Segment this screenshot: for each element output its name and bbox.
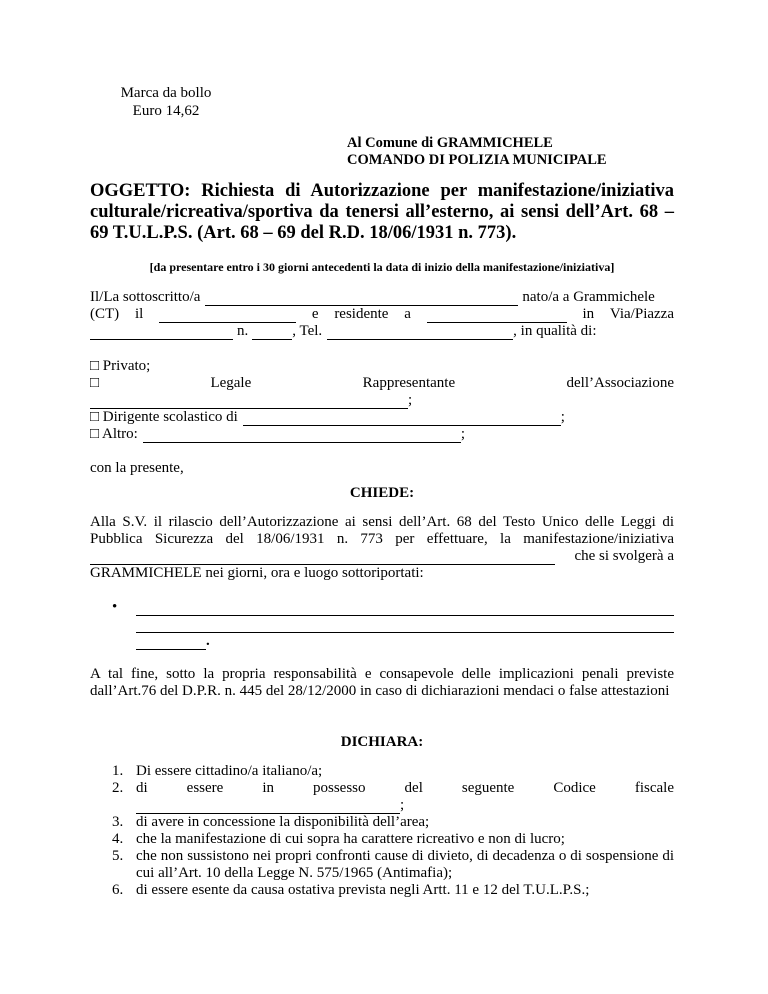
subject-heading: OGGETTO: Richiesta di Autorizzazione per manifestazione/iniziativa culturale/ricreativa/sportiva da tenersi all’esterno, ai sensi dell’Art. 68 – 69 T.U.L.P.S. (Art. 68 – 69 del R.D. 18/06/1931 n. 773).	[90, 181, 674, 243]
applicant-label: Il/La sottoscritto/a	[90, 289, 201, 305]
list-item	[90, 814, 674, 831]
request-line-1: Alla S.V. il rilascio dell’Autorizzazione ai sensi dell’Art. 68 del Testo Unico delle Leggi di	[90, 514, 674, 530]
declaration-list	[90, 763, 674, 899]
intro-text: con la presente,	[90, 460, 184, 476]
list-item	[90, 831, 674, 848]
role-private[interactable]: □ Privato;	[90, 358, 151, 374]
list-text: di essere esente da causa ostativa prevista negli Artt. 11 e 12 del T.U.L.P.S.;	[136, 882, 590, 898]
residence-label: residente	[334, 306, 389, 322]
list-text: di avere in concessione la disponibilità dell’area;	[136, 814, 430, 830]
list-number: 2.	[112, 780, 124, 796]
stamp-amount: Euro 14,62	[132, 103, 200, 119]
street-prep: in	[582, 306, 595, 322]
province-label: (CT)	[90, 306, 120, 322]
list-text: che non sussistono nei propri confronti cause di divieto, di decadenza o di sospensione di cui all’Art. 10 della Legge N. 575/1965 (Antimafia);	[136, 848, 674, 881]
stamp-label: Marca da bollo	[120, 85, 212, 101]
list-text: che la manifestazione di cui sopra ha carattere ricreativo e non di lucro;	[136, 831, 565, 847]
tax-code-end: ;	[400, 797, 405, 813]
phone-label: , Tel.	[292, 323, 323, 339]
tax-code-field[interactable]	[136, 799, 400, 814]
other-end: ;	[460, 426, 465, 442]
list-item	[90, 882, 674, 899]
role-other[interactable]: □ Altro:	[90, 426, 138, 442]
declaration-intro: A tal fine, sotto la propria responsabilità e consapevole delle implicazioni penali previste dall’Art.76 del D.P.R. n. 445 del 28/12/2000 in caso di dichiarazioni mendaci o false attestazioni	[90, 666, 674, 699]
list-number: 1.	[112, 763, 124, 779]
role-legal-word-3: dell’Associazione	[566, 375, 674, 391]
recipient-line-2: COMANDO DI POLIZIA MUNICIPALE	[347, 152, 607, 168]
residence-field[interactable]	[427, 308, 567, 323]
bullet-icon: •	[112, 599, 118, 615]
list-item	[90, 780, 674, 814]
number-label: n.	[237, 323, 249, 339]
association-end: ;	[408, 392, 413, 408]
event-name-field[interactable]	[90, 550, 555, 565]
residence-prep: a	[404, 306, 411, 322]
birthplace-label: nato/a a Grammichele	[522, 289, 655, 305]
association-field[interactable]	[90, 394, 408, 409]
school-end: ;	[560, 409, 565, 425]
details-line-1[interactable]	[136, 599, 674, 616]
residence-conj: e	[311, 306, 319, 322]
role-legal-word-2: Rappresentante	[362, 375, 456, 391]
list-number: 4.	[112, 831, 124, 847]
name-field[interactable]	[205, 291, 518, 306]
role-school-head[interactable]: □ Dirigente scolastico di	[90, 409, 238, 425]
phone-field[interactable]	[327, 325, 513, 340]
street-field[interactable]	[90, 325, 233, 340]
request-line-2: Pubblica Sicurezza del 18/06/1931 n. 773 per effettuare, la manifestazione/iniziativa	[90, 531, 674, 547]
chiede-heading: CHIEDE:	[349, 485, 415, 501]
request-block	[90, 514, 674, 582]
role-prompt: , in qualità di:	[513, 323, 597, 339]
request-location-label: che si svolgerà a	[574, 548, 674, 564]
stamp-box	[116, 84, 216, 120]
details-line-3[interactable]	[136, 633, 206, 650]
street-label: Via/Piazza	[609, 306, 674, 322]
submission-note: [da presentare entro i 30 giorni antecedenti la data di inizio della manifestazione/iniziativa]	[149, 260, 615, 274]
school-field[interactable]	[243, 411, 561, 426]
list-item	[90, 848, 674, 882]
list-number: 3.	[112, 814, 124, 830]
recipient-line-1: Al Comune di GRAMMICHELE	[347, 135, 553, 151]
details-line-2[interactable]	[136, 616, 674, 633]
recipient-address	[347, 135, 607, 169]
birthdate-field[interactable]	[159, 308, 296, 323]
event-details-field[interactable]	[136, 599, 674, 650]
request-line-4: GRAMMICHELE nei giorni, ora e luogo sottoriportati:	[90, 565, 424, 581]
details-end: .	[206, 633, 210, 649]
list-number: 5.	[112, 848, 124, 864]
role-legal-word: Legale	[210, 375, 252, 391]
list-number: 6.	[112, 882, 124, 898]
list-item	[90, 763, 674, 780]
roles-block	[90, 358, 674, 443]
role-legal-checkbox[interactable]: □	[90, 375, 100, 391]
dichiara-heading: DICHIARA:	[340, 734, 424, 750]
list-text: Di essere cittadino/a italiano/a;	[136, 763, 323, 779]
list-text: di essere in possesso del seguente Codice fiscale	[136, 780, 674, 796]
birthdate-label: il	[134, 306, 144, 322]
other-field[interactable]	[143, 428, 461, 443]
applicant-block	[90, 289, 674, 340]
number-field[interactable]	[252, 325, 292, 340]
